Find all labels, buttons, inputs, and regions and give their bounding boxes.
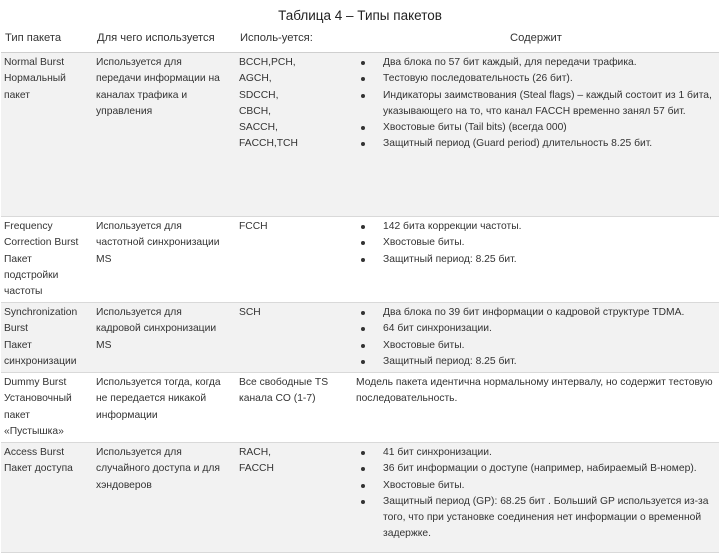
contents-list: [356, 305, 716, 370]
packet-type-cell: Access Burst Пакет доступа: [1, 443, 93, 553]
channels-cell: BCCH,PCH, AGCH, SDCCH, CBCH, SACCH, FACCH,TCH: [236, 53, 353, 217]
channels-cell: Все свободные TS канала CO (1-7): [236, 373, 353, 443]
contents-list-item: Защитный период: 8.25 бит.: [356, 252, 716, 268]
purpose-cell: Используется тогда, когда не передается никакой информации: [93, 373, 236, 443]
packet-type-cell: Normal Burst Нормальный пакет: [1, 53, 93, 217]
purpose-cell: Используется для кадровой синхронизации MS: [93, 303, 236, 373]
packet-type-cell: Synchronization Burst Пакет синхронизации: [1, 303, 93, 373]
table-row: [1, 53, 719, 217]
contents-list-item: Хвостовые биты.: [356, 338, 716, 354]
table-header-row: [1, 25, 719, 53]
table-row: [1, 217, 719, 303]
contents-cell: [353, 217, 719, 303]
header-purpose: Для чего используется: [93, 25, 236, 53]
contents-list-item: 142 бита коррекции частоты.: [356, 219, 716, 235]
channels-cell: RACH, FACCH: [236, 443, 353, 553]
contents-list-item: Защитный период: 8.25 бит.: [356, 354, 716, 370]
contents-list-item: Защитный период (Guard period) длительность 8.25 бит.: [356, 136, 716, 152]
contents-list: [356, 55, 716, 153]
channels-cell: FCCH: [236, 217, 353, 303]
header-packet-type: Тип пакета: [1, 25, 93, 53]
table-row: [1, 303, 719, 373]
packet-type-cell: Frequency Correction Burst Пакет подстройки частоты: [1, 217, 93, 303]
header-contents: Содержит: [353, 25, 719, 53]
contents-list: [356, 445, 716, 543]
contents-cell: Модель пакета идентична нормальному интервалу, но содержит тестовую последовательность.: [353, 373, 719, 443]
purpose-cell: Используется для частотной синхронизации MS: [93, 217, 236, 303]
packet-types-table: [1, 25, 719, 553]
contents-list-item: Защитный период (GP): 68.25 бит . Больший GP используется из-за того, что при установке соединения нет информации о временной задержке.: [356, 494, 716, 543]
contents-cell: [353, 443, 719, 553]
contents-list: [356, 219, 716, 268]
contents-list-item: Хвостовые биты (Tail bits) (всегда 000): [356, 120, 716, 136]
table-title: Таблица 4 – Типы пакетов: [278, 8, 442, 23]
contents-list-item: Два блока по 39 бит информации о кадровой структуре TDMA.: [356, 305, 716, 321]
contents-list-item: Хвостовые биты.: [356, 235, 716, 251]
table-row: [1, 373, 719, 443]
contents-list-item: 41 бит синхронизации.: [356, 445, 716, 461]
contents-list-item: 36 бит информации о доступе (например, набираемый B-номер).: [356, 461, 716, 477]
contents-list-item: Два блока по 57 бит каждый, для передачи трафика.: [356, 55, 716, 71]
contents-list-item: 64 бит синхронизации.: [356, 321, 716, 337]
contents-list-item: Хвостовые биты.: [356, 478, 716, 494]
table-row: [1, 443, 719, 553]
contents-list-item: Индикаторы заимствования (Steal flags) – каждый состоит из 1 бита, указывающего на то, что канал FACCH временно занял 57 бит.: [356, 88, 716, 121]
contents-list-item: Тестовую последовательность (26 бит).: [356, 71, 716, 87]
contents-cell: [353, 303, 719, 373]
channels-cell: SCH: [236, 303, 353, 373]
purpose-cell: Используется для случайного доступа и для хэндоверов: [93, 443, 236, 553]
contents-cell: [353, 53, 719, 217]
purpose-cell: Используется для передачи информации на каналах трафика и управления: [93, 53, 236, 217]
packet-type-cell: Dummy Burst Установочный пакет «Пустышка»: [1, 373, 93, 443]
header-used-on: Исполь-уется:: [236, 25, 353, 53]
